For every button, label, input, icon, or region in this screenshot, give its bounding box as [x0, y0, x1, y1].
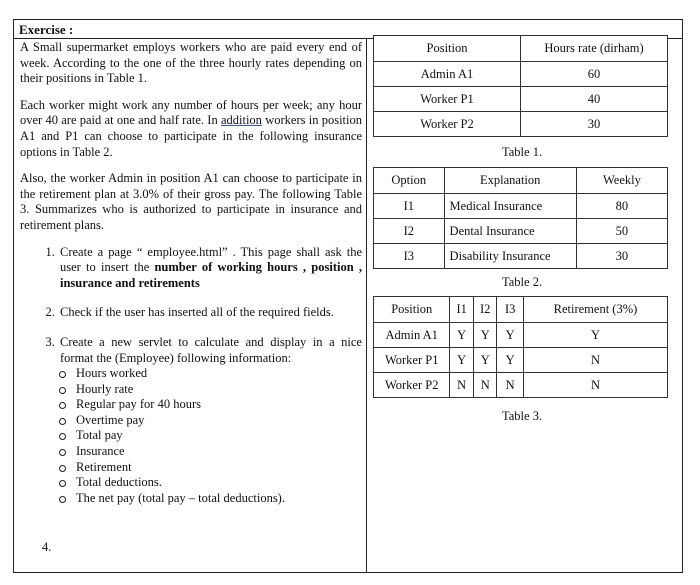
table-cell: Worker P2 [374, 373, 450, 398]
table-cell: N [497, 373, 523, 398]
table-2-insurance-options [373, 167, 668, 269]
table-cell: Y [497, 323, 523, 348]
table-cell: Y [523, 323, 667, 348]
table-row [374, 373, 668, 398]
table-cell: Admin A1 [374, 62, 521, 87]
info-item: Retirement [58, 460, 362, 476]
table-header-cell: Position [374, 36, 521, 62]
intro-p2-text-a: Each worker might work any number of hours per week; any hour over 40 are paid at one and half rate. In [20, 97, 362, 128]
table-cell: N [523, 348, 667, 373]
task-3-text: Create a new servlet to calculate and display in a nice format the (Employee) following information: [60, 334, 362, 365]
task-1-text: Create a page “ employee.html” . This page shall ask the user to insert the [60, 244, 362, 275]
table-cell: Y [450, 323, 474, 348]
info-item: Regular pay for 40 hours [58, 397, 362, 413]
table-cell: 60 [521, 62, 668, 87]
table-header-row [374, 297, 668, 323]
left-column [20, 40, 362, 506]
table-header-cell: Retirement (3%) [523, 297, 667, 323]
info-item: Hourly rate [58, 382, 362, 398]
column-divider [366, 38, 367, 572]
table-row [374, 219, 668, 244]
task-list [20, 245, 362, 507]
table-cell: Worker P1 [374, 87, 521, 112]
table-cell: Y [497, 348, 523, 373]
table-cell: 80 [576, 194, 667, 219]
info-item: Total deductions. [58, 475, 362, 491]
table-3-caption: Table 3. [502, 409, 543, 423]
table-row [374, 112, 668, 137]
table-row [374, 348, 668, 373]
intro-p2-text-b: workers in position A1 and P1 can choose to participate in the following insurance options in Table 2. [20, 113, 363, 159]
table-header-cell: Explanation [444, 168, 576, 194]
table-header-cell: I3 [497, 297, 523, 323]
info-item: Hours worked [58, 366, 362, 382]
table-header-cell: Option [374, 168, 445, 194]
intro-paragraph-2 [20, 98, 362, 160]
table-row [374, 323, 668, 348]
table-cell: 30 [521, 112, 668, 137]
table-row [374, 244, 668, 269]
table-cell: N [473, 373, 497, 398]
table-header-cell: Position [374, 297, 450, 323]
task-2 [58, 305, 362, 321]
table-cell: N [450, 373, 474, 398]
table-cell: Worker P1 [374, 348, 450, 373]
intro-p2-underlined-word: addition [220, 113, 262, 128]
exercise-title: Exercise : [19, 22, 74, 37]
table-header-cell: I1 [450, 297, 474, 323]
table-cell: 30 [576, 244, 667, 269]
table-2-caption: Table 2. [502, 275, 543, 289]
table-cell: Medical Insurance [444, 194, 576, 219]
table-cell: 40 [521, 87, 668, 112]
intro-paragraph-1: A Small supermarket employs workers who are paid every end of week. According to the one of the three hourly rates depending on their positions in Table 1. [20, 40, 362, 86]
table-3-eligibility [373, 296, 668, 398]
table-cell: Y [473, 323, 497, 348]
info-item: Total pay [58, 428, 362, 444]
table-cell: Disability Insurance [444, 244, 576, 269]
table-cell: I2 [374, 219, 445, 244]
table-cell: Worker P2 [374, 112, 521, 137]
table-1-caption: Table 1. [502, 145, 543, 159]
table-cell: I3 [374, 244, 445, 269]
table-cell: I1 [374, 194, 445, 219]
table-header-cell: Hours rate (dirham) [521, 36, 668, 62]
table-cell: Dental Insurance [444, 219, 576, 244]
table-cell: 50 [576, 219, 667, 244]
table-cell: Y [450, 348, 474, 373]
table-cell: Admin A1 [374, 323, 450, 348]
table-header-row [374, 36, 668, 62]
table-cell: N [523, 373, 667, 398]
table-header-cell: Weekly [576, 168, 667, 194]
table-row [374, 194, 668, 219]
table-cell: Y [473, 348, 497, 373]
task-1-bold-text: number of working hours , position , insurance and retirements [60, 260, 363, 290]
table-row [374, 87, 668, 112]
task-1 [58, 245, 362, 292]
table-header-cell: I2 [473, 297, 497, 323]
info-item: Insurance [58, 444, 362, 460]
task-4-number: 4. [42, 540, 52, 554]
intro-paragraph-3: Also, the worker Admin in position A1 can choose to participate in the retirement plan at 3.0% of their gross pay. The following Table 3. Summarizes who is authorized to participate in insurance and retirement plans. [20, 171, 362, 232]
employee-info-list [60, 366, 362, 506]
table-row [374, 62, 668, 87]
info-item: Overtime pay [58, 413, 362, 429]
task-2-text: Check if the user has inserted all of the required fields. [60, 305, 334, 320]
info-item: The net pay (total pay – total deductions). [58, 491, 362, 507]
table-1-hourly-rates [373, 35, 668, 137]
table-header-row [374, 168, 668, 194]
task-3 [58, 335, 362, 507]
